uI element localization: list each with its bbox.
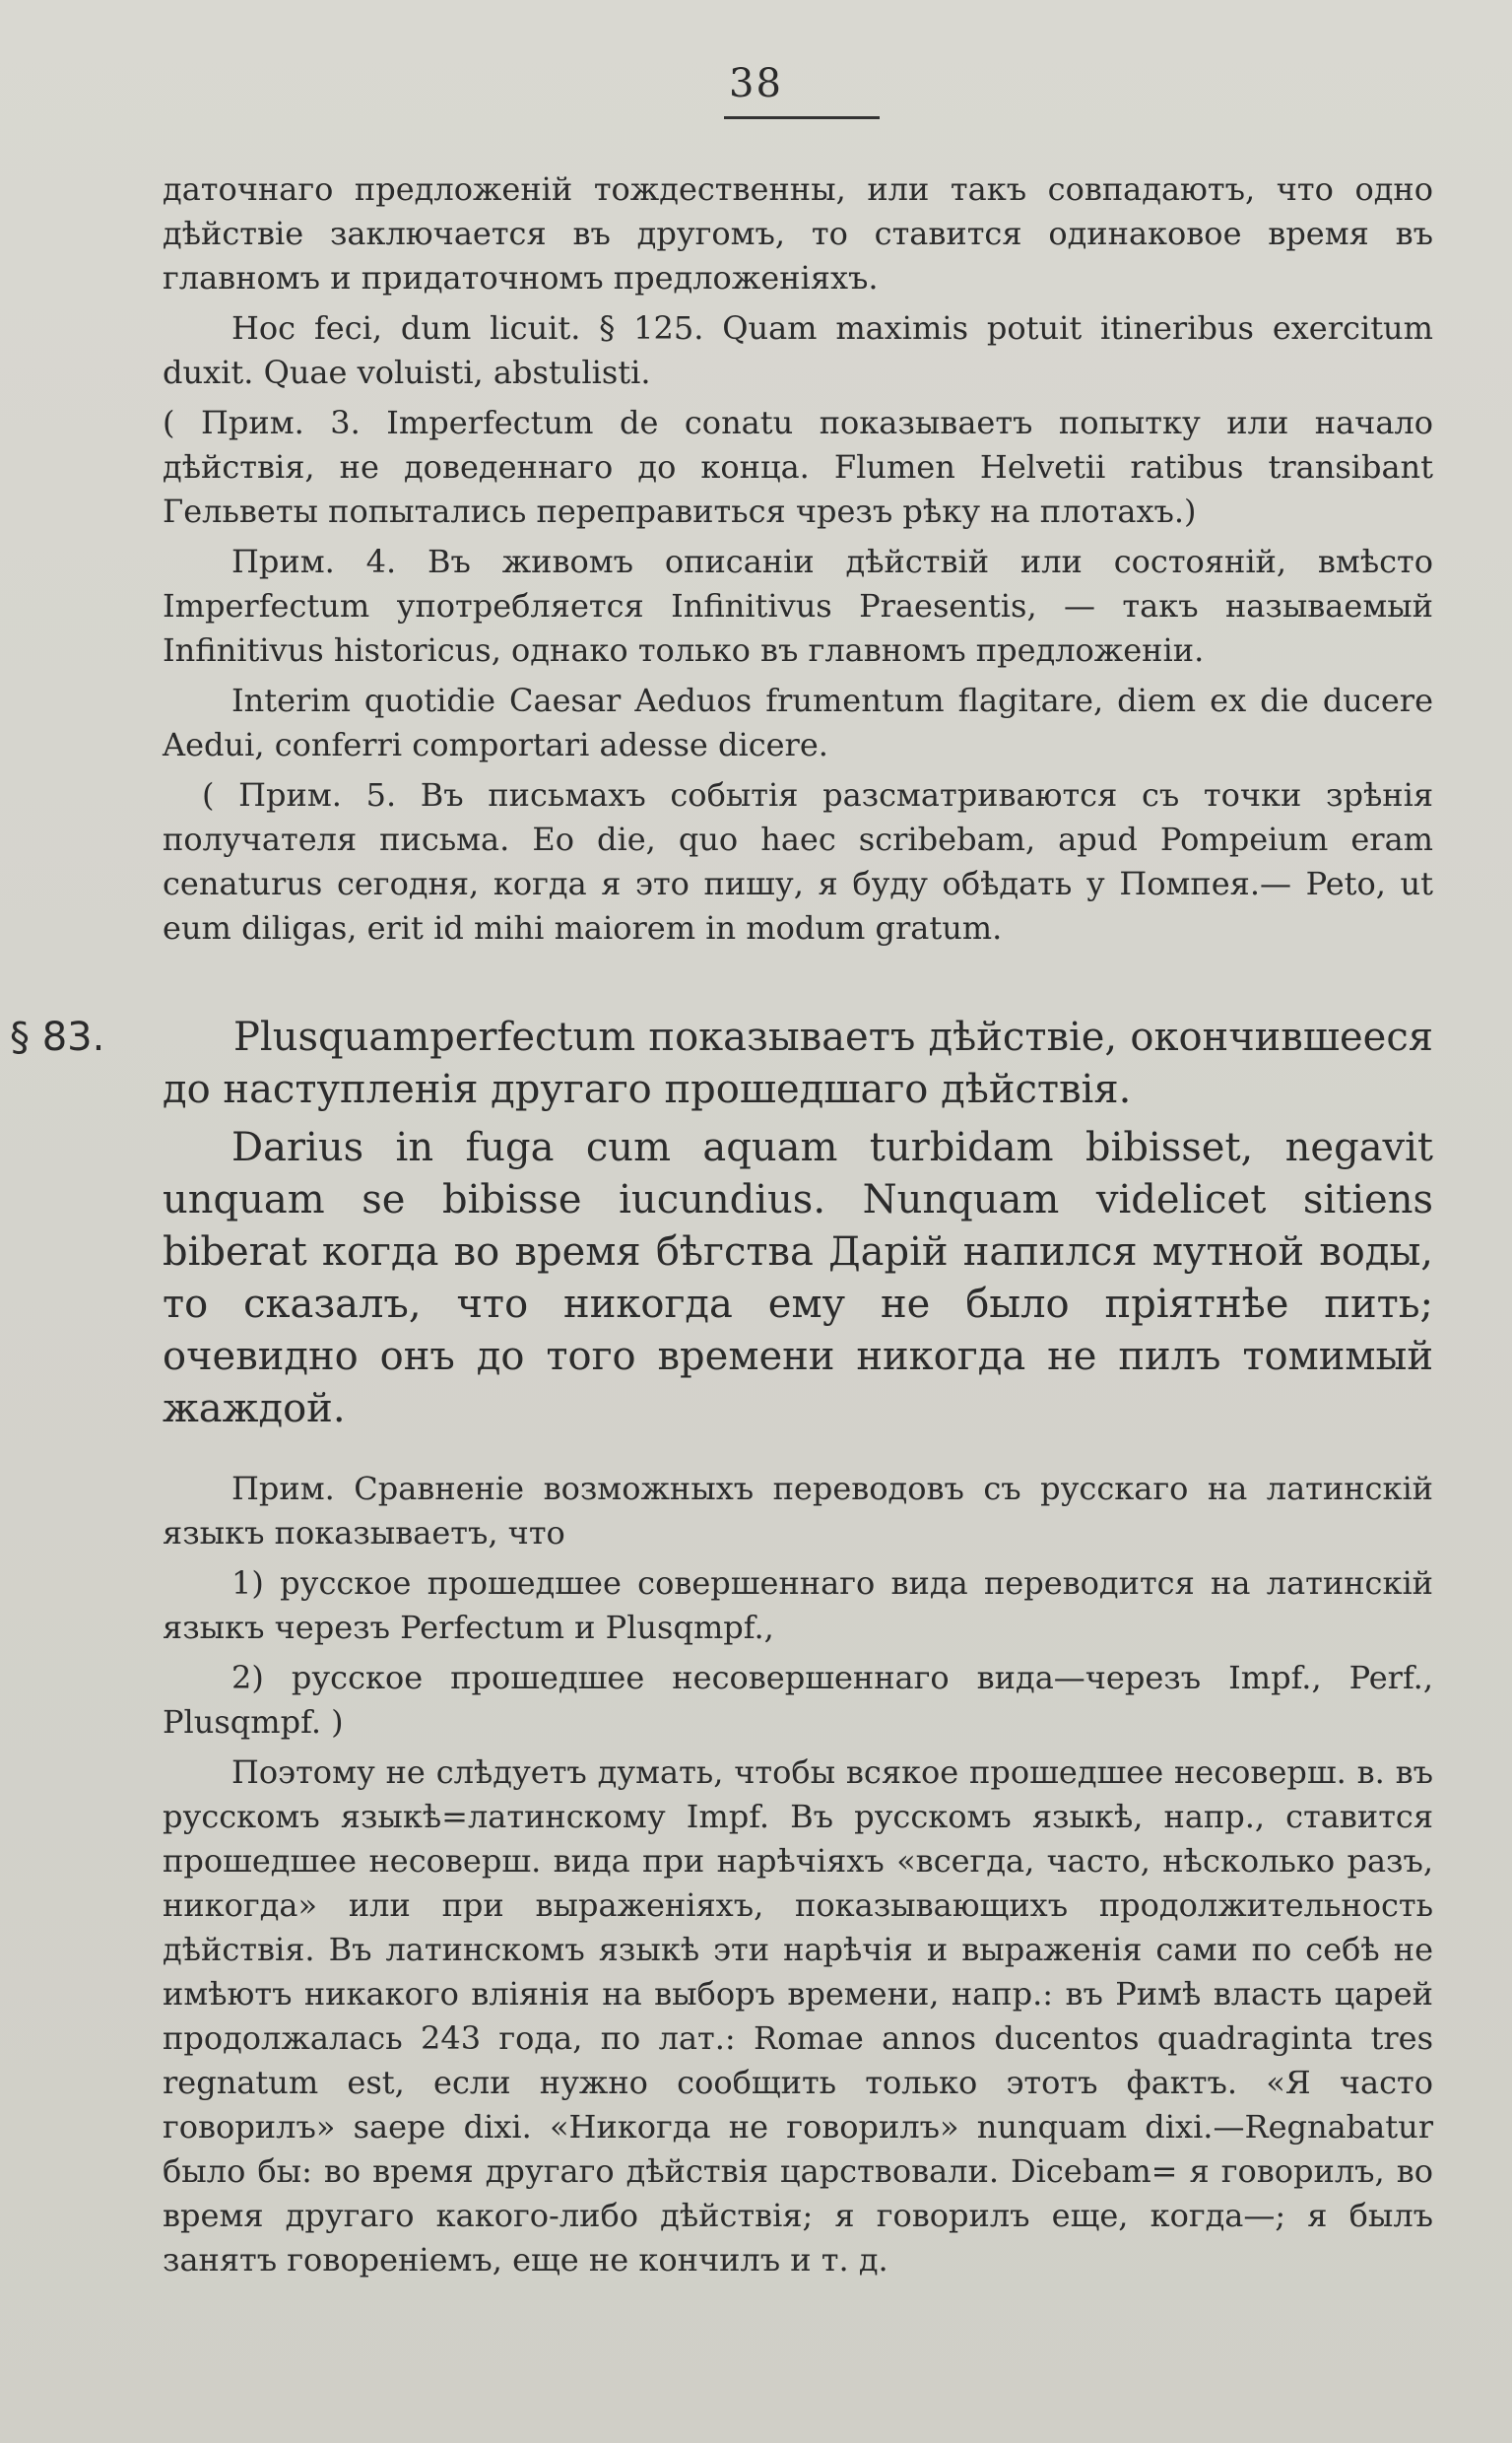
note-3: ( Прим. 3. Imperfectum de conatu показываетъ попытку или начало дѣйствiя, не доведеннаго до конца. Flumen Helvetii ratibus transibant Гельветы попытались переправиться чрезъ рѣку на плотахъ.) (163, 404, 1433, 530)
closing-paragraph: Поэтому не слѣдуетъ думать, чтобы всякое прошедшее несоверш. в. въ русскомъ языкѣ=латинскому Impf. Въ русскомъ языкѣ, напр., ставится прошедшее несоверш. вида при нарѣчiяхъ «всегда, часто, нѣсколько разъ, никогда» или при выраженiяхъ, показывающихъ продолжительность дѣйствiя. Въ латинскомъ языкѣ эти нарѣчiя и выраженiя сами по себѣ не имѣютъ никакого влiянiя на выборъ времени, напр.: въ Римѣ власть царей продолжалась 243 года, по лат.: Romae annos ducentos quadraginta tres regnatum est, если нужно сообщить только этотъ фактъ. «Я часто говорилъ» saepe dixi. «Никогда не говорилъ» nunquam dixi.—Regnabatur было бы: во время другаго дѣйствiя царствовали. Dicebam= я говорилъ, во время другаго какого-либо дѣйствiя; я говорилъ еще, когда—; я былъ занятъ говоренiемъ, еще не кончилъ и т. д. (163, 1753, 1433, 2278)
page-text (10, 167, 1433, 2288)
example-text: Interim quotidie Caesar Aeduos frumentum flagitare, diem ex die ducere Aedui, conferri comportari adesse dicere. (163, 682, 1433, 763)
section-definition: Plusquamperfectum показываетъ дѣйствiе, окончившееся до наступленiя другаго прошедшаго дѣйствiя. (163, 1015, 1433, 1112)
example-text: Hoc feci, dum licuit. § 125. Quam maximis potuit itineribus exercitum duxit. Quae voluisti, abstulisti. (163, 309, 1433, 391)
note-4: Прим. 4. Въ живомъ описанiи дѣйствiй или состоянiй, вмѣсто Imperfectum употребляется Infinitivus Praesentis, — такъ называемый Infinitivus historicus, однако только въ главномъ предложенiи. (163, 543, 1433, 669)
note-item-1: 1) русское прошедшее совершеннаго вида переводится на латинскiй языкъ черезъ Perfectum и Plusqmpf., (163, 1564, 1433, 1646)
section-example: Darius in fuga cum aquam turbidam bibisset, negavit unquam se bibisse iucundius. Nunquam videlicet sitiens biberat когда во время бѣгства Дарiй напился мутной воды, то сказалъ, что никогда ему не было прiятнѣе пить; очевидно онъ до того времени никогда не пилъ томимый жаждой. (163, 1125, 1433, 1431)
paragraph-continuation: даточнаго предложенiй тождественны, или такъ совпадаютъ, что одно дѣйствiе заключается въ другомъ, то ставится одинаковое время въ главномъ и придаточномъ предложенiяхъ. (163, 170, 1433, 297)
page-number-rule (724, 116, 880, 119)
note-comparison: Прим. Сравненiе возможныхъ переводовъ съ русскаго на латинскiй языкъ показываетъ, что (163, 1470, 1433, 1552)
note-item-2: 2) русское прошедшее несовершеннаго вида—черезъ Impf., Perf., Plusqmpf. ) (163, 1659, 1433, 1741)
section-number: § 83. (10, 1015, 105, 1060)
page-number: 38 (729, 61, 783, 106)
note-5: ( Прим. 5. Въ письмахъ событiя разсматриваются съ точки зрѣнiя получателя письма. Eo die, quo haec scribebam, apud Pompeium eram cenaturus сегодня, когда я это пишу, я буду обѣдать у Помпея.— Peto, ut eum diligas, erit id mihi maiorem in modum gratum. (163, 776, 1433, 947)
section-83 (10, 1012, 1433, 1435)
